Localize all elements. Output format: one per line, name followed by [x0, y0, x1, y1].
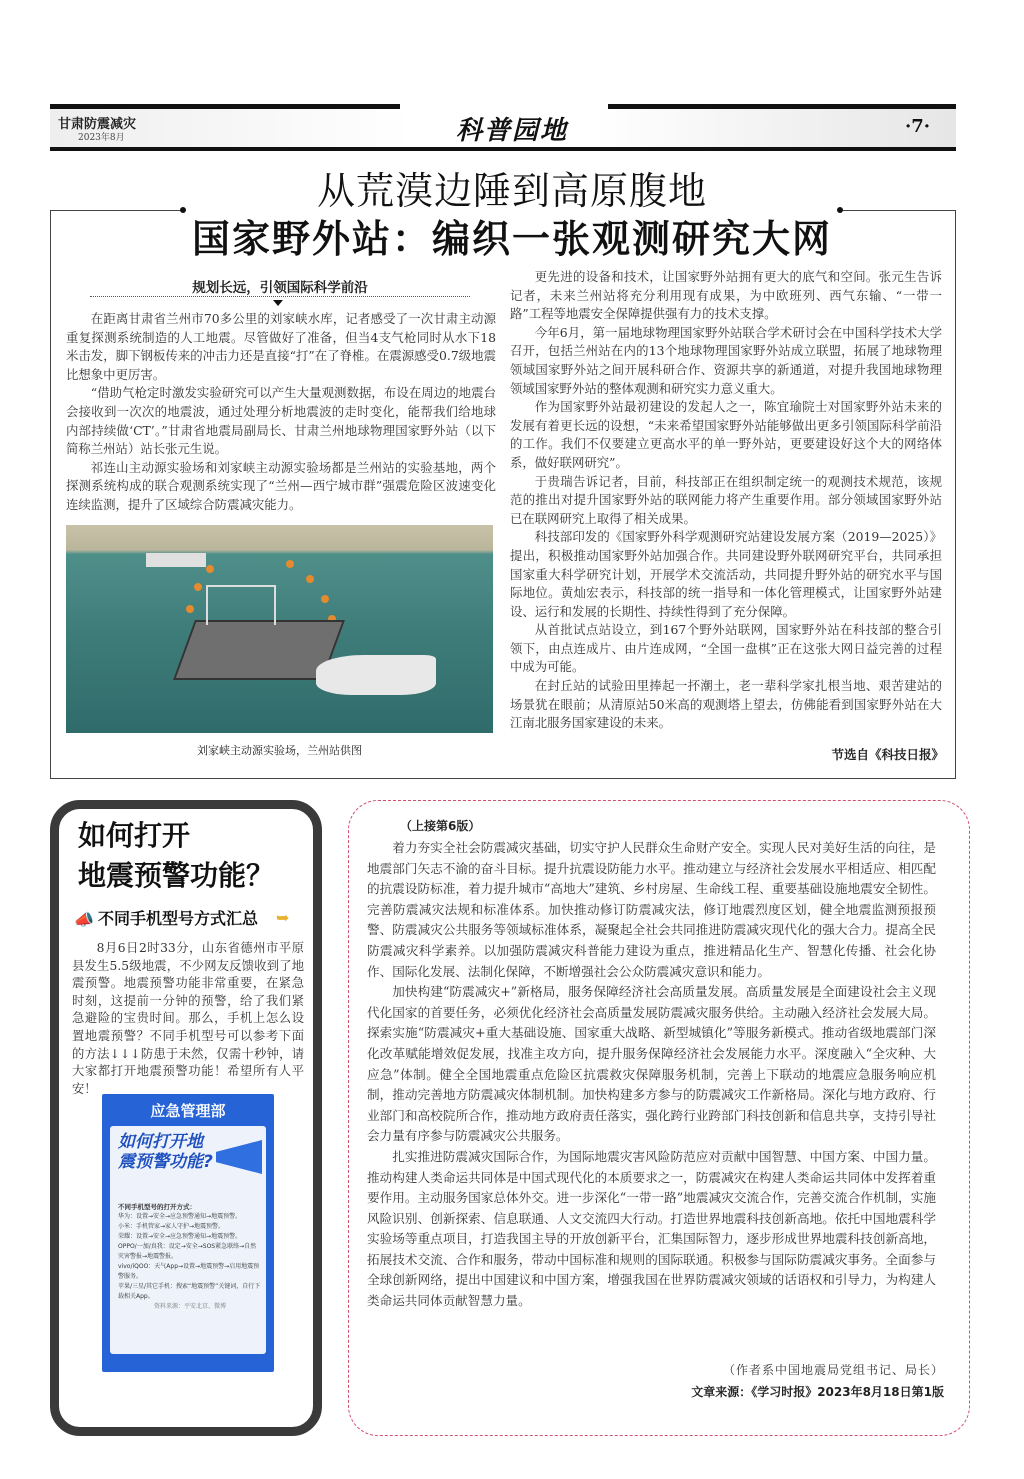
poster-list-item: vivo/iQOO：天气App→设置→地震预警→启用地震预警服务。	[118, 1263, 260, 1280]
arrow-icon: ➥	[276, 908, 290, 927]
paragraph: 更先进的设备和技术，让国家野外站拥有更大的底气和空间。张元生告诉记者，未来兰州站将充分利用现有成果，为中欧班列、西气东输、“一带一路”工程等地震安全保障提供强有力的技术支撑。	[510, 269, 942, 322]
issue-date: 2023年8月	[78, 133, 125, 143]
photo-caption: 刘家峡主动源实验场，兰州站供图	[197, 744, 362, 757]
poster-list	[118, 1202, 262, 1312]
article2-body	[367, 838, 936, 1312]
phone-panel-subtitle: 不同手机型号方式汇总	[98, 909, 259, 928]
paragraph: 从首批试点站设立，到167个野外站联网，国家野外站在科技部的整合引领下，由点连成片、由片连成网，“全国一盘棋”正在这张大网日益完善的过程中成为可能。	[510, 622, 942, 675]
paragraph: 在封丘站的试验田里捧起一抔潮土，老一辈科学家扎根当地、艰苦建站的场景犹在眼前；从清原站50米高的观测塔上望去，仿佛能看到国家野外站在大江南北服务国家建设的未来。	[510, 678, 942, 731]
phone-panel-title-line2: 地震预警功能？	[78, 859, 275, 892]
article1-right-column	[510, 268, 942, 733]
article1-left-column	[66, 310, 496, 515]
paragraph: 扎实推进防震减灾国际合作，为国际地震灾害风险防范应对贡献中国智慧、中国方案、中国力量。推动构建人类命运共同体是中国式现代化的本质要求之一，防震减灾在构建人类命运共同体中发挥着重要作用。主动服务国家总体外交。进一步深化“一带一路”地震减灾交流合作，完善交流合作机制，实施风险识别、创新探索、信息联通、人文交流四大行动。打造世界地震科技创新高地。依托中国地震科学实验场等重点项目，打造我国主导的开放创新平台，汇集国际智力，逐步形成世界地震科技创新高地，拓展技术交流、合作和服务，带动中国标准和规则的国际联通。积极参与国际防震减灾事务。全面参与全球创新网络，提出中国建议和中国方案，增强我国在世界防震减灾领域的话语权和引导力，为构建人类命运共同体贡献智慧力量。	[367, 1148, 936, 1309]
author-note: （作者系中国地震局党组书记、局长）	[722, 1363, 944, 1377]
paragraph: 8月6日2时33分，山东省德州市平原县发生5.5级地震，不少网友反馈收到了地震预警。地震预警功能非常重要，在紧急时刻，这提前一分钟的预警，给了我们紧急避险的宝贵时间。那么，手机上怎么设置地震预警？不同手机型号可以参考下面的方法↓↓↓防患于未然，仅需十秒钟，请大家都打开地震预警功能！希望所有人平安！	[72, 941, 304, 1096]
subheading: 规划长远，引领国际科学前沿	[192, 280, 368, 296]
article-title-line1: 从荒漠边陲到高原腹地	[316, 169, 707, 213]
poster-logo: 应急管理部	[150, 1102, 226, 1120]
section-title: 科普园地	[455, 116, 568, 146]
paragraph: 加快构建“防震减灾+”新格局，服务保障经济社会高质量发展。高质量发展是全面建设社会主义现代化国家的首要任务，必须优化经济社会高质量发展防震减灾服务供给。主动融入经济社会发展大局。探索实施“防震减灾+重大基础设施、国家重大战略、新型城镇化”等服务新模式。推动省级地震部门深化改革赋能增效促发展，找准主攻方向，提升服务保障经济社会发展能力水平。深度融入“全灾种、大应急”体制。健全全国地震重点危险区抗震救灾保障服务机制，完善上下联动的地震应急服务响应机制，推动完善地方防震减灾体制机制。加快构建多方参与的防震减灾工作新格局。深化与地方政府、行业部门和高校院所合作，推动地方政府责任落实，强化跨行业跨部门科技创新和信息共享，支持引导社会力量有序参与防震减灾公共服务。	[367, 984, 936, 1144]
article1-source: 节选自《科技日报》	[831, 747, 944, 762]
triangle-down-icon	[273, 300, 283, 306]
paragraph: 祁连山主动源实验场和刘家峡主动源实验场都是兰州站的实验基地，两个探测系统构成的联合观测系统实现了“兰州—西宁城市群”强震危险区波速变化连续监测，提升了区域综合防震减灾能力。	[66, 459, 496, 512]
paragraph: 今年6月，第一届地球物理国家野外站联合学术研讨会在中国科学技术大学召开，包括兰州站在内的13个地球物理国家野外站成立联盟，拓展了地球物理领域国家野外站之间开展科研合作、资源共享的新通道，对提升我国地球物理领域国家野外站的整体观测和研究实力意义重大。	[510, 324, 942, 396]
header-rule-bottom	[50, 147, 956, 151]
megaphone-icon: 📣	[74, 910, 94, 929]
paragraph: 科技部印发的《国家野外科学观测研究站建设发展方案（2019—2025）》提出，积极推动国家野外站加强合作。共同建设野外联网研究平台，共同承担国家重大科学研究计划，开展学术交流活动，共同提升野外站的研究水平与国际地位。黄灿宏表示，科技部的统一指导和一体化管理模式，让国家野外站建设、运行和发展的长期性、持续性得到了充分保障。	[510, 529, 942, 619]
poster-list-item: 苹果/三星/其它手机：搜索“地震预警”关键词，自行下载相关App。	[118, 1283, 261, 1300]
paragraph: 在距离甘肃省兰州市70多公里的刘家峡水库，记者感受了一次甘肃主动源重复探测系统制造的人工地震。尽管做好了准备，但当4支气枪同时从水下18米击发，脚下钢板传来的冲击力还是直接“打”在了脊椎。在震源感受0.7级地震比想象中更厉害。	[66, 311, 496, 382]
buoy	[286, 560, 294, 568]
paper-name: 甘肃防震减灾	[58, 117, 137, 132]
poster-list-item: 华为：设置→安全→应急预警通知→地震预警。	[118, 1213, 242, 1220]
poster-list-item: OPPO/一加/真我：设定→安全→SOS紧急联络→自然灾害警报→地震警报。	[118, 1243, 257, 1260]
boat	[316, 655, 436, 695]
paragraph: 于贵瑞告诉记者，目前，科技部正在组织制定统一的观测技术规范，该规范的推出对提升国家野外站的联网能力将产生重要作用。部分领域国家野外站已在联网研究上取得了相关成果。	[510, 473, 942, 526]
buoy	[186, 605, 194, 613]
poster-list-heading: 不同手机型号的打开方式：	[118, 1203, 196, 1211]
emergency-poster	[102, 1094, 274, 1372]
distant-boat	[146, 553, 206, 567]
reservoir-photo	[66, 525, 493, 733]
paragraph: “借助气枪定时激发实验研究可以产生大量观测数据，布设在周边的地震台会接收到一次次的地震波，通过处理分析地震波的走时变化，能帮我们给地球内部持续做‘CT’。”甘肃省地震局副局长、甘肃兰州地球物理国家野外站（以下简称兰州站）站长张元生说。	[66, 385, 496, 457]
subheading-divider	[90, 296, 470, 297]
article-title-line2: 国家野外站：编织一张观测研究大网	[191, 217, 832, 261]
phone-panel-title-line1: 如何打开	[78, 819, 191, 852]
platform-frame	[206, 585, 276, 625]
megaphone-icon	[216, 1140, 262, 1174]
buoy	[306, 575, 314, 583]
poster-title: 如何打开地震预警功能?	[118, 1132, 213, 1172]
poster-credit: 资料来源：平安北京、微博	[153, 1303, 226, 1310]
buoy	[194, 583, 202, 591]
poster-list-item: 小米：手机管家→家人守护→地震预警。	[118, 1223, 225, 1230]
continued-note: （上接第6版）	[400, 819, 481, 833]
phone-panel-body	[72, 940, 304, 1098]
buoy	[206, 565, 214, 573]
article2-source: 文章来源：《学习时报》2023年8月18日第1版	[691, 1385, 944, 1399]
paragraph: 作为国家野外站最初建设的发起人之一，陈宜瑜院士对国家野外站未来的发展有着更长远的设想，“未来希望国家野外站能够做出更多引领国际科学前沿的工作。我们不仅要建立更高水平的单一野外站，更要建设好这个大的网络体系，做好联网研究”。	[510, 399, 942, 470]
paragraph: 着力夯实全社会防震减灾基础，切实守护人民群众生命财产安全。实现人民对美好生活的向往，是地震部门矢志不渝的奋斗目标。提升抗震设防能力水平。推动建立与经济社会发展水平相适应、相匹配的抗震设防标准，着力提升城市“高地大”建筑、乡村房屋、生命线工程、重要基础设施地震安全韧性。完善防震减灾法规和标准体系。加快推动修订防震减灾法，修订地震烈度区划，健全地震监测预报预警、防震减灾公共服务等领域标准体系，凝聚起全社会共同推进防震减灾现代化的强大合力。提高全民防震减灾科学素养。以加强防震减灾科普能力建设为重点，推进精品化生产、智慧化传播、社会化协作、国际化发展、法制化保障，不断增强社会公众防震减灾意识和能力。	[367, 840, 936, 979]
poster-card	[110, 1126, 266, 1354]
buoy	[321, 595, 329, 603]
poster-list-item: 荣耀：设置→安全→应急预警通知→地震预警。	[118, 1233, 242, 1240]
page-number: ·7·	[905, 116, 931, 137]
phone-panel-title	[78, 816, 313, 896]
